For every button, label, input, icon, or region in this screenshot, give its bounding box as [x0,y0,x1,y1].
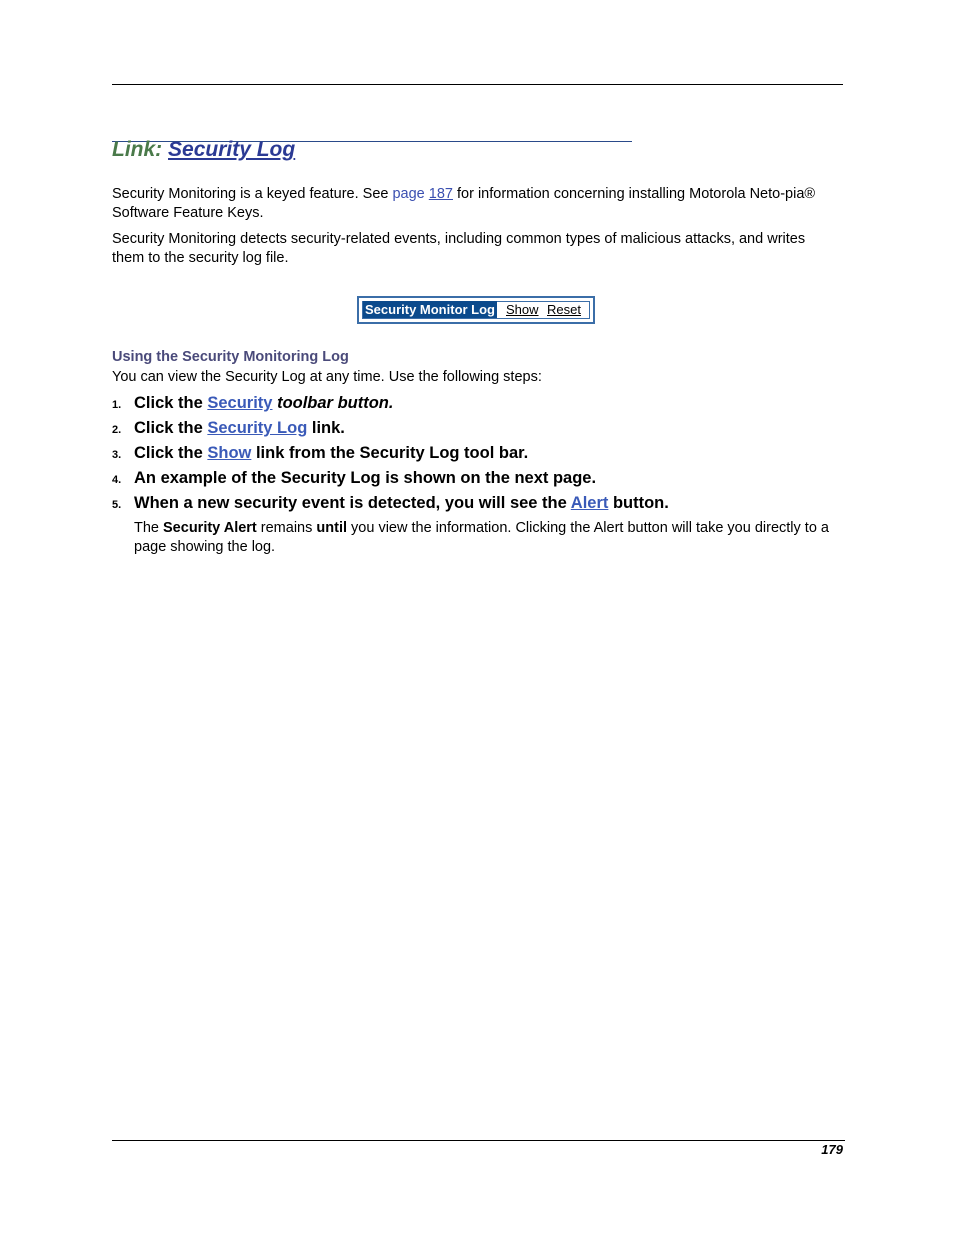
step-number: 3. [112,449,122,461]
step-number: 1. [112,399,122,411]
alert-link[interactable]: Alert [570,494,609,512]
note-bold-security-alert: Security Alert [163,520,257,536]
note-text: The [134,520,164,536]
section-title [112,138,295,162]
subsection-heading: Using the Security Monitoring Log [112,349,349,365]
security-monitor-toolbar [357,296,595,324]
title-prefix: Link: [112,138,163,161]
steps-intro: You can view the Security Log at any time. Use the following steps: [112,369,542,385]
step-text-italic: toolbar button. [272,394,394,412]
security-log-title-link[interactable]: Security Log [168,138,296,161]
security-log-link[interactable]: Security Log [207,419,308,437]
toolbar-title: Security Monitor Log [365,302,495,317]
show-step-link[interactable]: Show [207,444,252,462]
footer-rule [112,1140,845,1141]
note-text: you view the information. Clicking the Alert button will take you directly to a page showing the log. [134,520,829,555]
step-text: An example of the Security Log is shown on the next page. [134,469,597,487]
step-text: link. [307,419,345,437]
step-number: 5. [112,499,122,511]
security-toolbar-link[interactable]: Security [207,394,273,412]
step-5-note [134,519,844,557]
page-link-word[interactable]: page [392,186,425,202]
step-text: link from the Security Log tool bar. [251,444,529,462]
intro-paragraph [112,185,837,223]
para1-after: for information concerning installing Motorola Neto-pia® Software Feature Keys. [112,186,816,221]
step-text: Click the [134,444,208,462]
step-text: Click the [134,419,208,437]
step-text: Click the [134,394,208,412]
show-link[interactable]: Show [506,302,539,317]
page-number: 179 [821,1142,843,1157]
step-number: 2. [112,424,122,436]
page-number-link[interactable]: 187 [428,186,453,202]
step-text: When a new security event is detected, you will see the [134,494,571,512]
reset-link[interactable]: Reset [547,302,581,317]
para1-before: Security Monitoring is a keyed feature. See [112,186,393,202]
header-rule [112,84,843,85]
note-bold-until: until [316,520,348,536]
step-text: button. [608,494,669,512]
step-number: 4. [112,474,122,486]
description-paragraph: Security Monitoring detects security-related events, including common types of malicious attacks, and writes them to the security log file. [112,231,806,266]
note-text: remains [256,520,317,536]
